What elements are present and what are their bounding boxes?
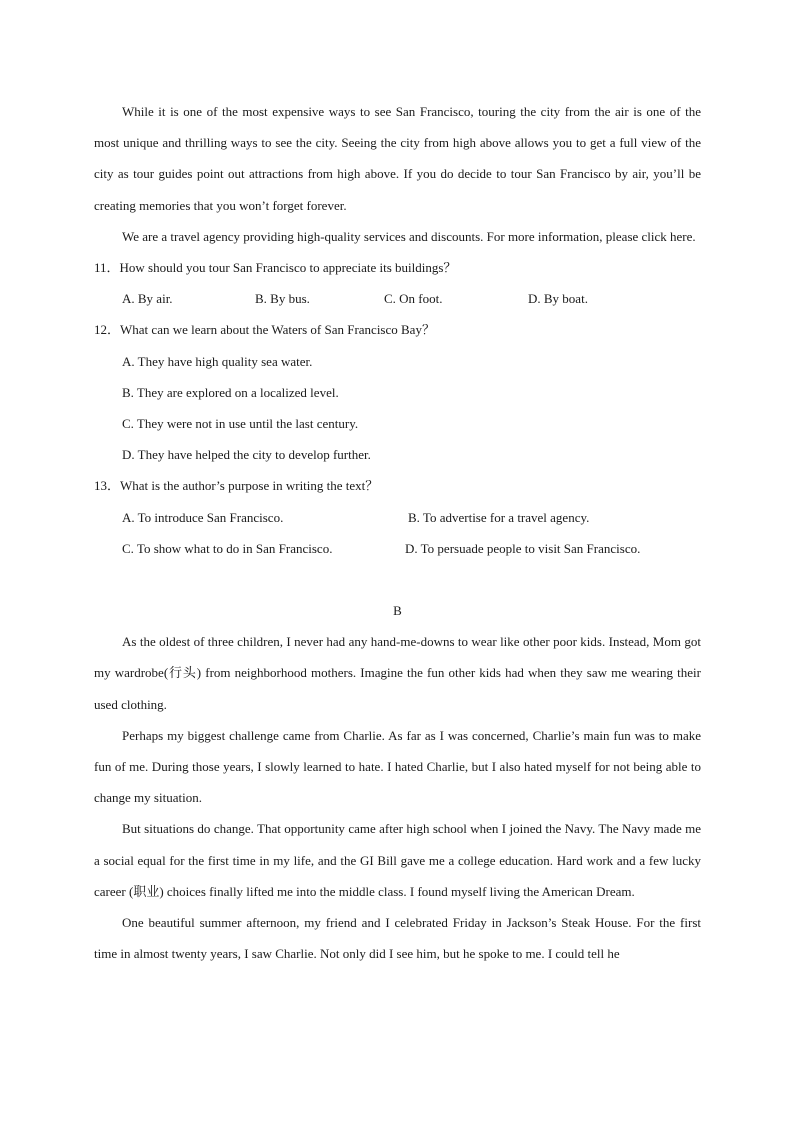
option-c[interactable]: C. To show what to do in San Francisco. — [122, 540, 333, 556]
question-stem — [94, 314, 701, 345]
option-a[interactable]: A. They have high quality sea water. — [122, 353, 313, 369]
question-number: 13． — [94, 478, 121, 494]
question-stem — [94, 252, 701, 283]
option-b[interactable]: B. To advertise for a travel agency. — [408, 509, 590, 525]
option-d[interactable]: D. To persuade people to visit San Francisco. — [405, 540, 641, 556]
question-number: 11． — [94, 260, 120, 276]
option-a[interactable]: A. To introduce San Francisco. — [122, 509, 284, 525]
question-13 — [94, 470, 701, 564]
option-d[interactable]: D. By boat. — [528, 291, 588, 307]
passage-b-paragraph-4: One beautiful summer afternoon, my friend and I celebrated Friday in Jackson’s Steak House. For the first time in almost twenty years, I saw Charlie. Not only did I see him, but he spoke to me. I could tell he — [94, 915, 701, 962]
question-text: What is the author’s purpose in writing the text？ — [120, 478, 379, 494]
question-text: How should you tour San Francisco to appreciate its buildings？ — [119, 260, 457, 276]
section-title: B — [393, 603, 402, 618]
question-stem — [94, 470, 701, 501]
question-number: 12． — [94, 322, 121, 338]
document-page — [94, 96, 701, 969]
option-c[interactable]: C. On foot. — [384, 291, 443, 307]
option-b[interactable]: B. By bus. — [255, 291, 310, 307]
passage-a-paragraph-1: While it is one of the most expensive ways to see San Francisco, touring the city from the air is one of the most unique and thrilling ways to see the city. Seeing the city from high above allows you to get a full view of the city as tour guides point out attractions from high above. If you do decide to tour San Francisco by air, you’ll be creating memories that you won’t forget forever. — [94, 104, 701, 213]
options-row — [94, 283, 701, 314]
passage-b-paragraph-3: But situations do change. That opportunity came after high school when I joined the Navy. The Navy made me a social equal for the first time in my life, and the GI Bill gave me a college education. Hard work and a few lucky career (职业) choices finally lifted me into the middle class. I found myself living the American Dream. — [94, 821, 701, 899]
option-b[interactable]: B. They are explored on a localized level. — [122, 384, 339, 400]
passage-b-paragraph-2: Perhaps my biggest challenge came from Charlie. As far as I was concerned, Charlie’s main fun was to make fun of me. During those years, I slowly learned to hate. I hated Charlie, but I also hated myself for not being able to change my situation. — [94, 727, 701, 806]
question-11 — [94, 252, 701, 314]
passage-b-paragraph-1: As the oldest of three children, I never had any hand-me-downs to wear like other poor kids. Instead, Mom got my wardrobe(行头) from neighborhood mothers. Imagine the fun other kids had when they saw me wearing their used clothing. — [94, 634, 701, 712]
option-d[interactable]: D. They have helped the city to develop further. — [122, 447, 371, 463]
question-12 — [94, 314, 701, 470]
options-row — [94, 533, 701, 564]
passage-b — [94, 595, 701, 969]
question-text: What can we learn about the Waters of San Francisco Bay？ — [120, 322, 435, 338]
option-a[interactable]: A. By air. — [122, 291, 173, 307]
passage-a — [94, 96, 701, 252]
passage-a-paragraph-2: We are a travel agency providing high-quality services and discounts. For more information, please click here. — [122, 228, 696, 244]
options-row — [94, 502, 701, 533]
option-c[interactable]: C. They were not in use until the last century. — [122, 416, 359, 432]
